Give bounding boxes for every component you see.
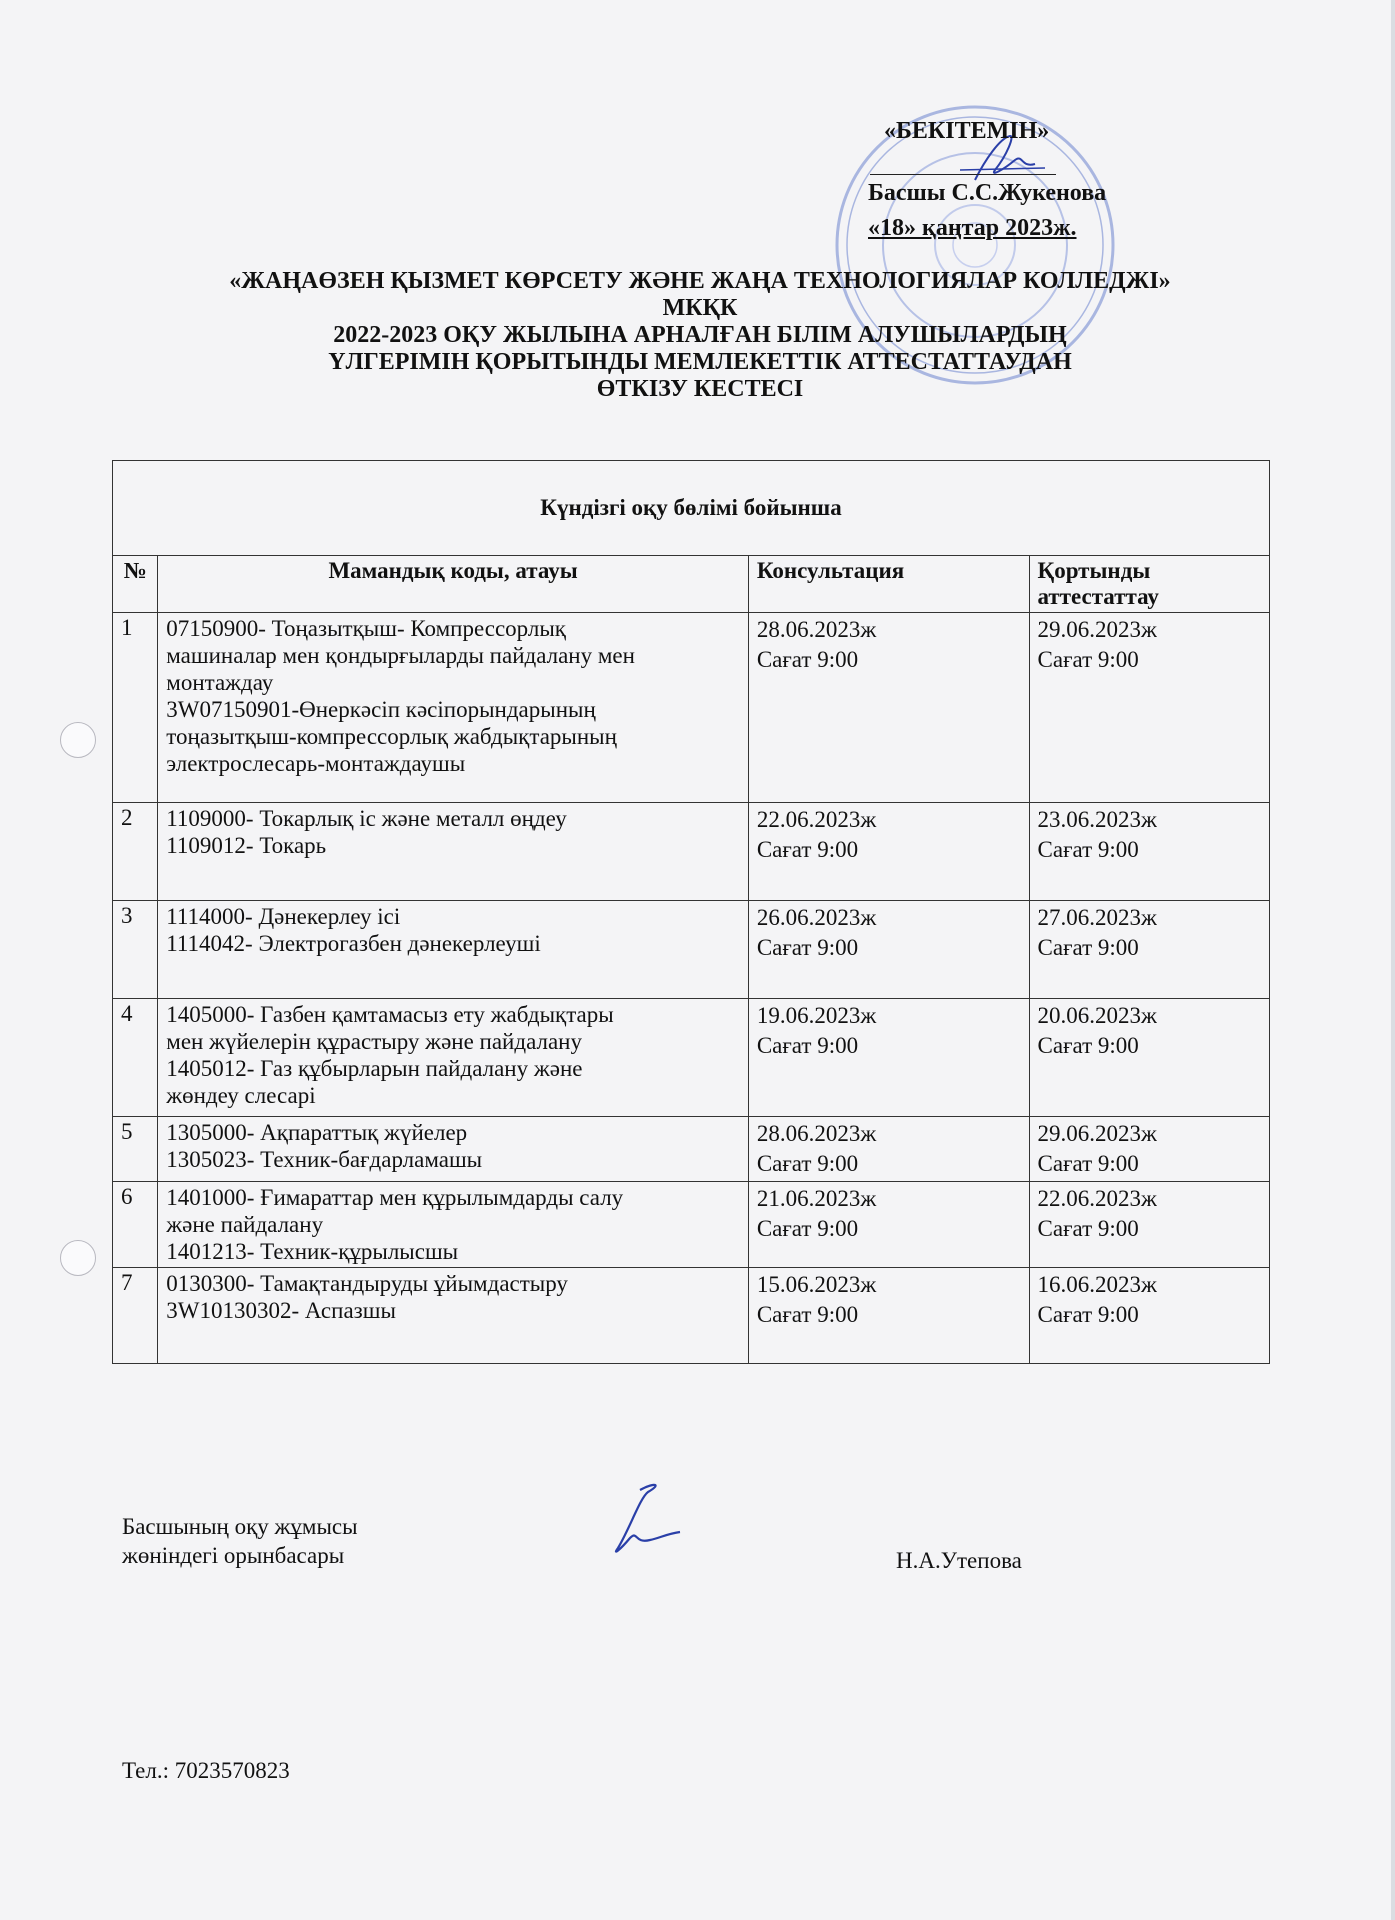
consultation-cell-time: Сағат 9:00 (756, 1151, 859, 1176)
specialty-line: жөндеу слесарі (166, 1083, 316, 1108)
final-attestation-cell (1029, 901, 1269, 999)
final-attestation-cell-date: 22.06.2023ж (1037, 1186, 1157, 1211)
deputy-title-line: Басшының оқу жұмысы (122, 1514, 358, 1539)
binder-hole (60, 722, 96, 758)
specialty-cell (158, 613, 749, 803)
specialty-cell (158, 1182, 749, 1268)
table-row (113, 1268, 1270, 1364)
consultation-cell-time: Сағат 9:00 (756, 647, 859, 672)
signature-line (870, 174, 1056, 175)
specialty-line: электрослесарь-монтаждаушы (166, 751, 466, 776)
final-attestation-cell-date: 27.06.2023ж (1037, 905, 1157, 930)
final-attestation-cell (1029, 1117, 1269, 1182)
specialty-line: 0130300- Тамақтандыруды ұйымдастыру (166, 1271, 568, 1296)
consultation-cell (748, 1268, 1029, 1364)
row-number: 3 (113, 901, 158, 999)
consultation-cell-time: Сағат 9:00 (756, 1216, 859, 1241)
approval-head: Басшы С.С.Жукенова (868, 180, 1107, 206)
specialty-line: 1305000- Ақпараттық жүйелер (166, 1120, 468, 1145)
consultation-cell-time: Сағат 9:00 (756, 935, 859, 960)
table-row (113, 999, 1270, 1117)
specialty-line: 1114042- Электрогазбен дәнекерлеуші (166, 931, 541, 956)
table-header-row (113, 556, 1270, 613)
consultation-cell-date: 28.06.2023ж (756, 617, 877, 642)
title-line: «ЖАҢАӨЗЕН ҚЫЗМЕТ КӨРСЕТУ ЖӘНЕ ЖАҢА ТЕХНОЛОГИЯЛАР КОЛЛЕДЖІ» (229, 268, 1171, 294)
table-row (113, 803, 1270, 901)
consultation-cell-time: Сағат 9:00 (756, 837, 859, 862)
final-attestation-cell-time: Сағат 9:00 (1037, 1302, 1139, 1327)
consultation-cell (748, 803, 1029, 901)
binder-hole (60, 1240, 96, 1276)
page-edge (1391, 0, 1395, 1920)
final-attestation-cell-time: Сағат 9:00 (1037, 935, 1139, 960)
specialty-cell (158, 1117, 749, 1182)
specialty-line: 1401000- Ғимараттар мен құрылымдарды салу (166, 1185, 624, 1210)
row-number: 6 (113, 1182, 158, 1268)
specialty-line: 1114000- Дәнекерлеу ісі (166, 904, 401, 929)
row-number: 4 (113, 999, 158, 1117)
specialty-line: 3W07150901-Өнеркәсіп кәсіпорындарының (166, 697, 596, 722)
final-attestation-cell-time: Сағат 9:00 (1037, 837, 1139, 862)
specialty-cell (158, 901, 749, 999)
header-final: Қортынды аттестаттау (1029, 556, 1269, 613)
consultation-cell (748, 999, 1029, 1117)
final-attestation-cell-time: Сағат 9:00 (1037, 1151, 1139, 1176)
consultation-cell-date: 15.06.2023ж (756, 1272, 877, 1297)
specialty-line: 1109000- Токарлық іс және металл өңдеу (166, 806, 567, 831)
specialty-cell (158, 999, 749, 1117)
deputy-name: Н.А.Утепова (896, 1548, 1022, 1573)
specialty-line: машиналар мен қондырғыларды пайдалану мен (166, 643, 635, 668)
deputy-title-line: жөніндегі орынбасары (122, 1543, 345, 1568)
title-line: 2022-2023 ОҚУ ЖЫЛЫНА АРНАЛҒАН БІЛІМ АЛУШЫЛАРДЫҢ (333, 322, 1067, 348)
document-title (100, 268, 1300, 403)
final-attestation-cell-date: 16.06.2023ж (1037, 1272, 1157, 1297)
deputy-title (122, 1512, 358, 1570)
consultation-cell (748, 1117, 1029, 1182)
row-number: 5 (113, 1117, 158, 1182)
consultation-cell (748, 1182, 1029, 1268)
approval-date: «18» қаңтар 2023ж. (868, 215, 1077, 241)
consultation-cell-time: Сағат 9:00 (756, 1033, 859, 1058)
header-specialty: Мамандық коды, атауы (158, 556, 749, 613)
specialty-line: және пайдалану (166, 1212, 324, 1237)
final-attestation-cell-date: 29.06.2023ж (1037, 617, 1157, 642)
title-line: ӨТКІЗУ КЕСТЕСІ (596, 376, 804, 402)
specialty-line: 1305023- Техник-бағдарламашы (166, 1147, 483, 1172)
specialty-line: 1109012- Токарь (166, 833, 327, 858)
final-attestation-cell (1029, 1182, 1269, 1268)
title-line: МКҚК (662, 295, 738, 321)
final-attestation-cell (1029, 613, 1269, 803)
final-attestation-cell-date: 23.06.2023ж (1037, 807, 1157, 832)
specialty-line: 1405012- Газ құбырларын пайдалану және (166, 1056, 583, 1081)
title-line: ҮЛГЕРІМІН ҚОРЫТЫНДЫ МЕМЛЕКЕТТІК АТТЕСТАТТАУДАН (328, 349, 1072, 375)
specialty-cell (158, 1268, 749, 1364)
table-body (113, 613, 1270, 1364)
consultation-cell-date: 21.06.2023ж (756, 1186, 877, 1211)
final-attestation-cell-date: 20.06.2023ж (1037, 1003, 1157, 1028)
specialty-line: 07150900- Тоңазытқыш- Компрессорлық (166, 616, 566, 641)
specialty-line: 1405000- Газбен қамтамасыз ету жабдықтары (166, 1002, 614, 1027)
consultation-cell (748, 901, 1029, 999)
table-row (113, 613, 1270, 803)
specialty-line: мен жүйелерін құрастыру және пайдалану (166, 1029, 582, 1054)
consultation-cell-time: Сағат 9:00 (756, 1302, 859, 1327)
final-attestation-cell (1029, 1268, 1269, 1364)
schedule-table (112, 460, 1270, 1364)
final-attestation-cell-time: Сағат 9:00 (1037, 1033, 1139, 1058)
final-attestation-cell-date: 29.06.2023ж (1037, 1121, 1157, 1146)
phone-number: Тел.: 7023570823 (122, 1758, 290, 1783)
consultation-cell (748, 613, 1029, 803)
consultation-cell-date: 26.06.2023ж (756, 905, 877, 930)
consultation-cell-date: 22.06.2023ж (756, 807, 877, 832)
consultation-cell-date: 19.06.2023ж (756, 1003, 877, 1028)
final-attestation-cell-time: Сағат 9:00 (1037, 647, 1139, 672)
deputy-signature-icon (600, 1478, 690, 1568)
row-number: 1 (113, 613, 158, 803)
specialty-cell (158, 803, 749, 901)
final-attestation-cell (1029, 803, 1269, 901)
specialty-line: тоңазытқыш-компрессорлық жабдықтарының (166, 724, 617, 749)
table-row (113, 901, 1270, 999)
header-consultation: Консультация (748, 556, 1029, 613)
table-row (113, 1117, 1270, 1182)
specialty-line: 1401213- Техник-құрылысшы (166, 1239, 459, 1264)
specialty-line: 3W10130302- Аспазшы (166, 1298, 396, 1323)
table-row (113, 1182, 1270, 1268)
table-caption: Күндізгі оқу бөлімі бойынша (113, 461, 1270, 556)
row-number: 2 (113, 803, 158, 901)
header-num: № (113, 556, 158, 613)
row-number: 7 (113, 1268, 158, 1364)
final-attestation-cell-time: Сағат 9:00 (1037, 1216, 1139, 1241)
approval-title: «БЕКІТЕМІН» (884, 118, 1050, 144)
specialty-line: монтаждау (166, 670, 274, 695)
consultation-cell-date: 28.06.2023ж (756, 1121, 877, 1146)
final-attestation-cell (1029, 999, 1269, 1117)
